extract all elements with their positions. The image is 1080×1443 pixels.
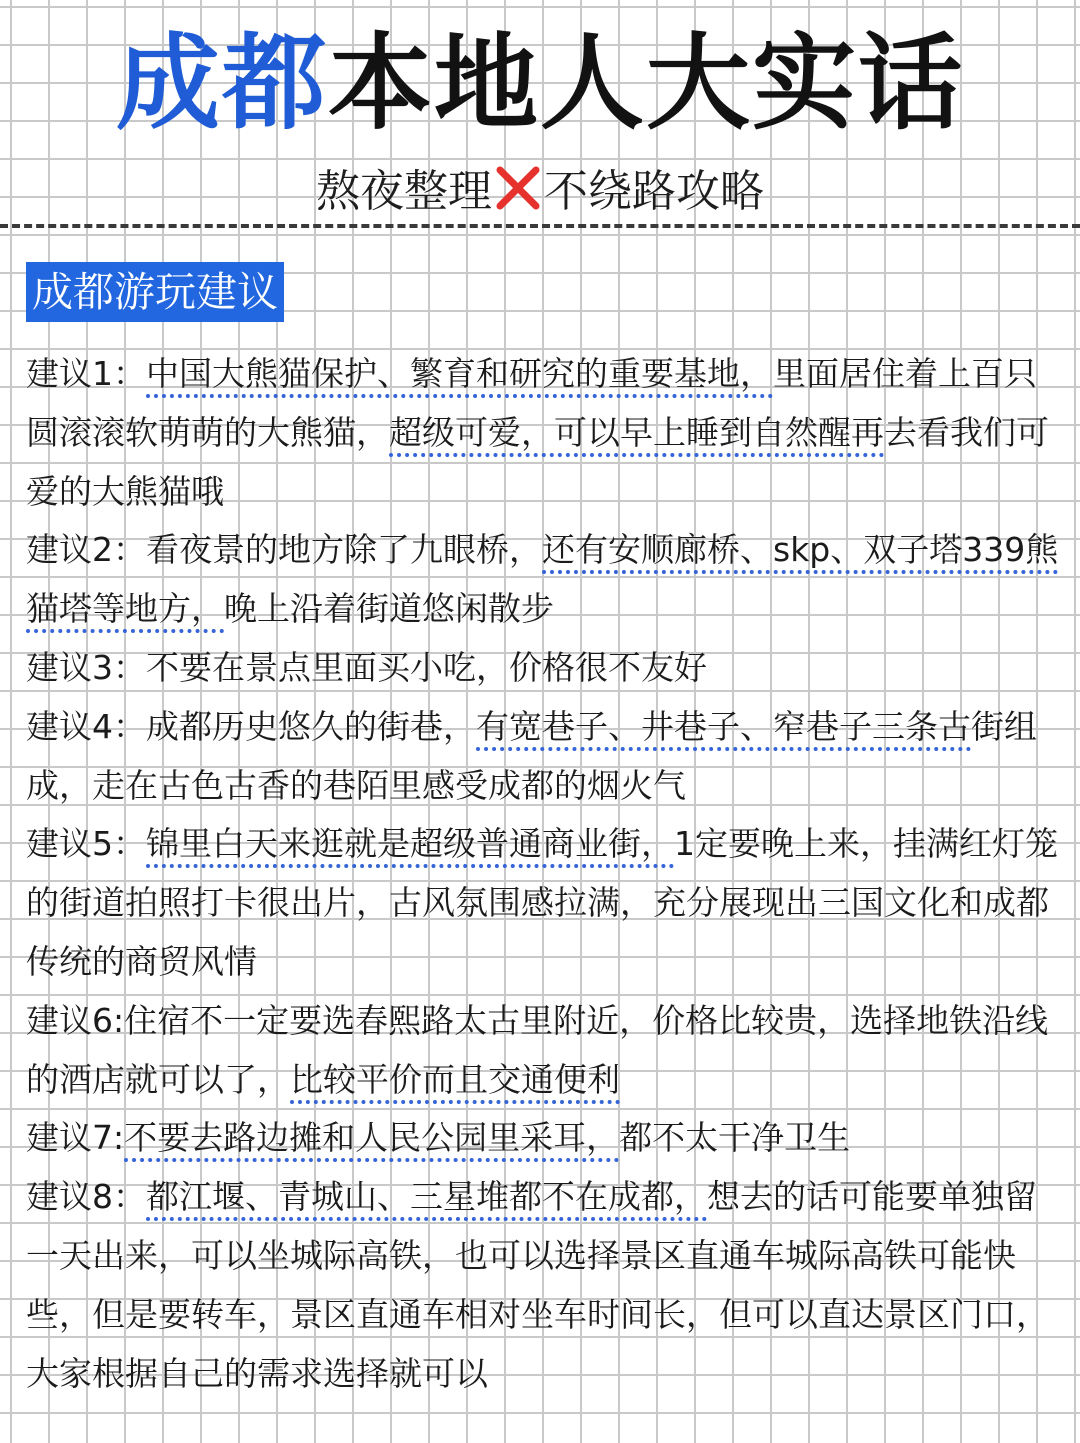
tip-8-text-mid: 想去的话可能要单 [707,1177,971,1217]
tip-7-label: 建议7: [26,1118,125,1158]
tip-5-highlight: 锦里白天来逛就是超级普通商业街， [146,824,674,868]
subtitle-left: 熬夜整理 [316,166,492,217]
tip-2 [26,521,1066,639]
tip-5-label: 建议5： [26,824,146,864]
tip-4 [26,698,1066,816]
page-subtitle [0,160,1080,224]
tip-2-highlight: 还有安顺廊桥、skp、双子塔339熊猫塔等地方， [26,530,1058,633]
tips-list [26,345,1066,1403]
tip-5 [26,815,1066,991]
tip-2-text-end: 晚上沿着街道悠闲散步 [224,589,554,629]
tip-8-text-end: 独留一天出来，可以坐城际高铁，也可以选择景区直通车城际高铁可能快些，但是要转车，景区直通车相对坐车时间长，但可以直达景区门口，大家根据自己的需求选择就可以 [26,1177,1049,1393]
tip-1-highlight-1: 中国大熊猫保护、繁育和研究的重要基地， [146,354,773,398]
tip-3-text: 建议3：不要在景点里面买小吃，价格很不友好 [26,647,707,687]
tip-7 [26,1109,1066,1168]
tip-2-label: 建议2：看夜景的地方除了九眼桥， [26,530,542,570]
tip-4-text-end: 街组成，走在古色古香的巷陌里感受成都的烟火气 [26,706,1037,805]
tip-6-text: 建议6:住宿不一定要选春熙路太古里附近，价格比较贵，选择地铁沿线的酒店就可以了， [26,1000,1049,1099]
title-main: 本地人大实话 [328,22,965,144]
page-title [0,18,1080,148]
tip-4-highlight: 有宽巷子、井巷子、窄巷子三条古 [476,707,971,751]
tip-6 [26,992,1066,1110]
tip-4-label: 建议4：成都历史悠久的街巷， [26,706,476,746]
subtitle-right: 不绕路攻略 [544,166,764,217]
tip-1-text-end: 去看我们可爱的大熊猫哦 [26,412,1049,511]
tip-7-highlight: 不要去路边摊和人民公园里采耳， [124,1118,619,1162]
section-title: 成都游玩建议 [26,262,284,322]
tip-1-text: 里面居住着上百只圆滚滚软萌萌的大熊猫， [26,354,1037,452]
tip-1-label: 建议1： [26,354,146,393]
tip-8-highlight: 都江堰、青城山、三星堆都不在成都， [146,1177,707,1221]
tip-5-text-end: 1定要晚上来，挂满红灯笼的街道拍照打卡很出片，古风氛围感拉满，充分展现出三国文化和成都传统的商贸风情 [26,824,1058,981]
tip-8-label: 建议8： [26,1177,146,1217]
tip-8 [26,1168,1066,1403]
tip-1-highlight-2: 超级可爱，可以早上睡到自然醒再 [389,413,884,457]
tip-1 [26,345,1066,521]
tip-6-highlight: 比较平价而且交通便利 [290,1060,620,1104]
tip-7-text-end: 都不太干净卫生 [619,1118,851,1158]
cross-icon [494,164,542,212]
dashed-divider [0,224,1080,228]
title-highlight: 成都 [115,22,328,144]
tip-3 [26,639,1066,698]
